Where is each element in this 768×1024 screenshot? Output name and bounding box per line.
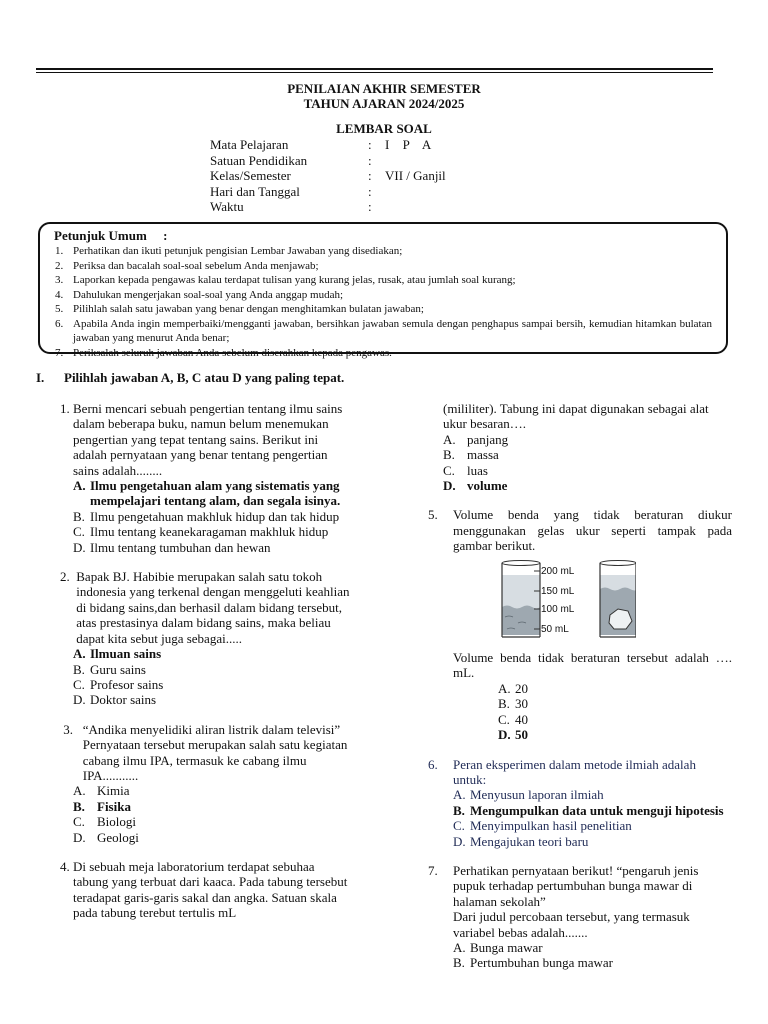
left-column xyxy=(60,401,352,935)
svg-text:150 mL: 150 mL xyxy=(541,585,575,597)
option-d[interactable]: D. 50 xyxy=(498,727,528,743)
header-rule-thin xyxy=(36,72,713,73)
cylinder-with-object xyxy=(600,560,636,637)
measuring-cylinders-figure xyxy=(450,557,732,646)
option-c[interactable]: C. 40 xyxy=(498,711,528,727)
instruction-item: 2. Periksa dan bacalah soal-soal sebelum Anda menjawab; xyxy=(55,259,319,272)
instruction-item: 7. Periksalah seluruh jawaban Anda sebelum diserahkan kepada pengawas. xyxy=(55,346,392,359)
question-2: 2. Bapak BJ. Habibie merupakan salah satu tokoh indonesia yang terkenal dengan menggeluti keahlian di bidang sains,dan berhasil dalam bidang tersebut, atas prestasinya dalam bidang sains, maka beliau dapat kita sebut juga sebagai..... A. Ilmuan sains B. Guru sains C. Profesor sains D. Doktor sains xyxy=(60,569,352,708)
exam-info xyxy=(210,137,446,215)
option-d[interactable]: D. volume xyxy=(443,478,508,494)
option-d[interactable]: D. Geologi xyxy=(73,829,139,845)
instruction-item: 6. Apabila Anda ingin memperbaiki/mengganti jawaban, bersihkan jawaban semula dengan penghapus sampai bersih, kemudian hitamkan bulatan jawaban yang menurut Anda benar; xyxy=(55,317,712,344)
option-a[interactable]: A. Bunga mawar xyxy=(453,939,543,955)
option-c[interactable]: C. Profesor sains xyxy=(73,676,164,692)
instruction-item: 4. Dahulukan mengerjakan soal-soal yang Anda anggap mudah; xyxy=(55,288,344,301)
option-d[interactable]: D. Doktor sains xyxy=(73,692,157,708)
option-c[interactable]: C. luas xyxy=(443,462,488,478)
option-b[interactable]: B. Ilmu pengetahuan makhluk hidup dan tak hidup xyxy=(73,508,340,524)
option-c[interactable]: C. Ilmu tentang keanekaragaman makhluk hidup xyxy=(73,524,329,540)
right-column xyxy=(428,401,732,985)
question-6: 6. Peran eksperimen dalam metode ilmiah adalah untuk: A. Menyusun laporan ilmiah B. Mengumpulkan data untuk menguji hipotesis C. Menyimpulkan hasil penelitian D. Mengajukan teori baru xyxy=(428,757,732,849)
info-row-date: Hari dan Tanggal : xyxy=(210,183,372,199)
instructions-heading: Petunjuk Umum : xyxy=(54,228,168,243)
instructions-list xyxy=(55,244,712,360)
cylinder-water-only xyxy=(502,560,575,637)
svg-text:200 mL: 200 mL xyxy=(541,565,575,577)
svg-text:50 mL: 50 mL xyxy=(541,623,569,635)
question-1: 1. Berni mencari sebuah pengertian tentang ilmu sains dalam beberapa buku, namun belum menemukan pengertian yang tepat tentang sains. Berikut ini adalah pernyataan yang benar tentang pengertian sains adalah........ A. Ilmu pengetahuan alam yang sistematis yang mempelajari tentang alam, dan segala isinya. B. Ilmu pengetahuan makhluk hidup dan tak hidup C. Ilmu tentang keanekaragaman makhluk hidup D. Ilmu tentang tumbuhan dan hewan xyxy=(60,401,352,555)
info-row-school: Satuan Pendidikan : xyxy=(210,152,372,168)
exam-title: PENILAIAN AKHIR SEMESTER xyxy=(287,81,481,96)
option-d[interactable]: D. Ilmu tentang tumbuhan dan hewan xyxy=(73,539,271,555)
option-b[interactable]: B. Fisika xyxy=(73,798,131,814)
instruction-item: 5. Pilihlah salah satu jawaban yang benar dengan menghitamkan bulatan jawaban; xyxy=(55,303,424,315)
question-4: 4. Di sebuah meja laboratorium terdapat sebuhaa tabung yang terbuat dari kaaca. Pada tabung tersebut teradapat garis-garis sakal dan angka. Satuan skala pada tabung terebut tertulis mL xyxy=(60,858,348,921)
option-a[interactable]: A. Ilmu pengetahuan alam yang sistematis yang mempelajari tentang alam, dan segala isinya. xyxy=(73,478,341,509)
option-b[interactable]: B. Guru sains xyxy=(73,661,146,677)
instruction-item: 1. Perhatikan dan ikuti petunjuk pengisian Lembar Jawaban yang disediakan; xyxy=(55,245,403,257)
info-row-time: Waktu : xyxy=(210,199,372,214)
question-4-continued: (mililiter). Tabung ini dapat digunakan sebagai alat ukur besaran…. A. panjang B. massa C. luas D. volume xyxy=(428,401,732,493)
section-heading: I. Pilihlah jawaban A, B, C atau D yang paling tepat. xyxy=(36,370,345,385)
option-a[interactable]: A. 20 xyxy=(498,680,528,696)
option-b[interactable]: B. massa xyxy=(443,447,499,463)
option-a[interactable]: A. Ilmuan sains xyxy=(73,646,162,662)
option-a[interactable]: A. Menyusun laporan ilmiah xyxy=(453,787,604,803)
option-a[interactable]: A. Kimia xyxy=(73,783,130,799)
question-5: 5. Volume benda yang tidak beraturan diukur menggunakan gelas ukur seperti tampak pada gambar berikut. 200 mL 150 mL 100 mL 50 mL Volume benda tidak beraturan tersebut adalah …. mL. A. 20 B. 30 C. 40 D. 50 xyxy=(428,507,732,743)
question-3: 3. “Andika menyelidiki aliran listrik dalam televisi” Pernyataan tersebut merupakan salah satu kegiatan cabang ilmu IPA, termasuk ke cabang ilmu IPA........... A. Kimia B. Fisika C. Biologi D. Geologi xyxy=(60,722,352,845)
option-d[interactable]: D. Mengajukan teori baru xyxy=(453,833,589,849)
sheet-title: LEMBAR SOAL xyxy=(336,121,432,136)
svg-text:100 mL: 100 mL xyxy=(541,603,575,615)
question-7: 7. Perhatikan pernyataan berikut! “pengaruh jenis pupuk terhadap pertumbuhan bunga mawar di halaman sekolah” Dari judul percobaan tersebut, yang termasuk variabel bebas adalah....... A. Bunga mawar B. Pertumbuhan bunga mawar xyxy=(428,863,732,971)
info-row-class: Kelas/Semester : VII / Ganjil xyxy=(210,168,446,183)
option-b[interactable]: B. Mengumpulkan data untuk menguji hipotesis xyxy=(453,802,724,818)
graduated-cylinder-diagram xyxy=(450,557,636,643)
header-rule xyxy=(36,68,713,70)
info-row-subject: Mata Pelajaran : I P A xyxy=(210,137,437,152)
instruction-item: 3. Laporkan kepada pengawas kalau terdapat tulisan yang kurang jelas, rusak, atau jumlah soal kurang; xyxy=(55,274,516,286)
option-a[interactable]: A. panjang xyxy=(443,431,509,447)
option-b[interactable]: B. Pertumbuhan bunga mawar xyxy=(453,955,613,971)
option-c[interactable]: C. Biologi xyxy=(73,814,137,830)
option-b[interactable]: B. 30 xyxy=(498,696,528,712)
option-c[interactable]: C. Menyimpulkan hasil penelitian xyxy=(453,818,632,834)
academic-year: TAHUN AJARAN 2024/2025 xyxy=(303,96,465,111)
